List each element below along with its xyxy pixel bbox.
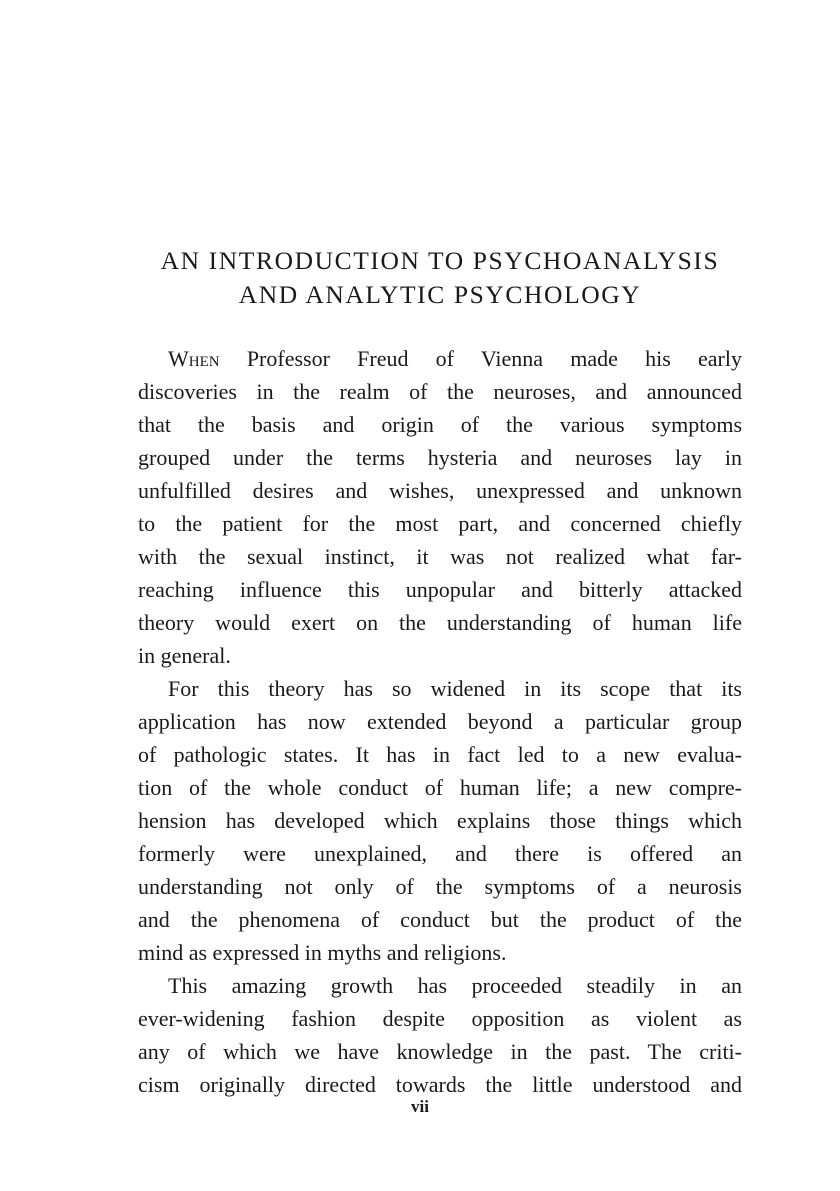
chapter-title-line-2: AND ANALYTIC PSYCHOLOGY (238, 280, 642, 309)
text-line: grouped under the terms hysteria and neuroses lay in (138, 445, 742, 470)
text-line: cism originally directed towards the little understood and (138, 1072, 742, 1097)
text-line: For this theory has so widened in its scope that its (168, 676, 742, 701)
text-line: to the patient for the most part, and concerned chiefly (138, 511, 742, 536)
text-line: application has now extended beyond a particular group (138, 709, 742, 734)
body-text (138, 342, 742, 1101)
text-line: any of which we have knowledge in the past. The criti- (138, 1039, 742, 1064)
paragraph-3 (138, 969, 742, 1101)
text-line: ever-widening fashion despite opposition as violent as (138, 1006, 742, 1031)
drop-word: When (168, 346, 220, 371)
page-number: vii (411, 1097, 429, 1116)
paragraph-1 (138, 342, 742, 672)
chapter-title (138, 244, 742, 312)
text-line: discoveries in the realm of the neuroses, and announced (138, 379, 742, 404)
text-line: tion of the whole conduct of human life; a new compre- (138, 775, 742, 800)
text-line: in general. (138, 643, 231, 668)
text-line: understanding not only of the symptoms of a neurosis (138, 874, 742, 899)
text-line: This amazing growth has proceeded steadily in an (168, 973, 742, 998)
text-line: mind as expressed in myths and religions. (138, 940, 507, 965)
text-line: When Professor Freud of Vienna made his early (168, 346, 742, 371)
text-line: of pathologic states. It has in fact led to a new evalua- (138, 742, 742, 767)
text-line: and the phenomena of conduct but the product of the (138, 907, 742, 932)
paragraph-2 (138, 672, 742, 969)
text-line: theory would exert on the understanding of human life (138, 610, 742, 635)
chapter-title-line-1: AN INTRODUCTION TO PSYCHOANALYSIS (160, 246, 720, 275)
text-line: that the basis and origin of the various symptoms (138, 412, 742, 437)
text-line: unfulfilled desires and wishes, unexpressed and unknown (138, 478, 742, 503)
text-line: reaching influence this unpopular and bitterly attacked (138, 577, 742, 602)
book-page (138, 244, 742, 1101)
text-line: hension has developed which explains those things which (138, 808, 742, 833)
text-line: formerly were unexplained, and there is offered an (138, 841, 742, 866)
text-line: with the sexual instinct, it was not realized what far- (138, 544, 742, 569)
